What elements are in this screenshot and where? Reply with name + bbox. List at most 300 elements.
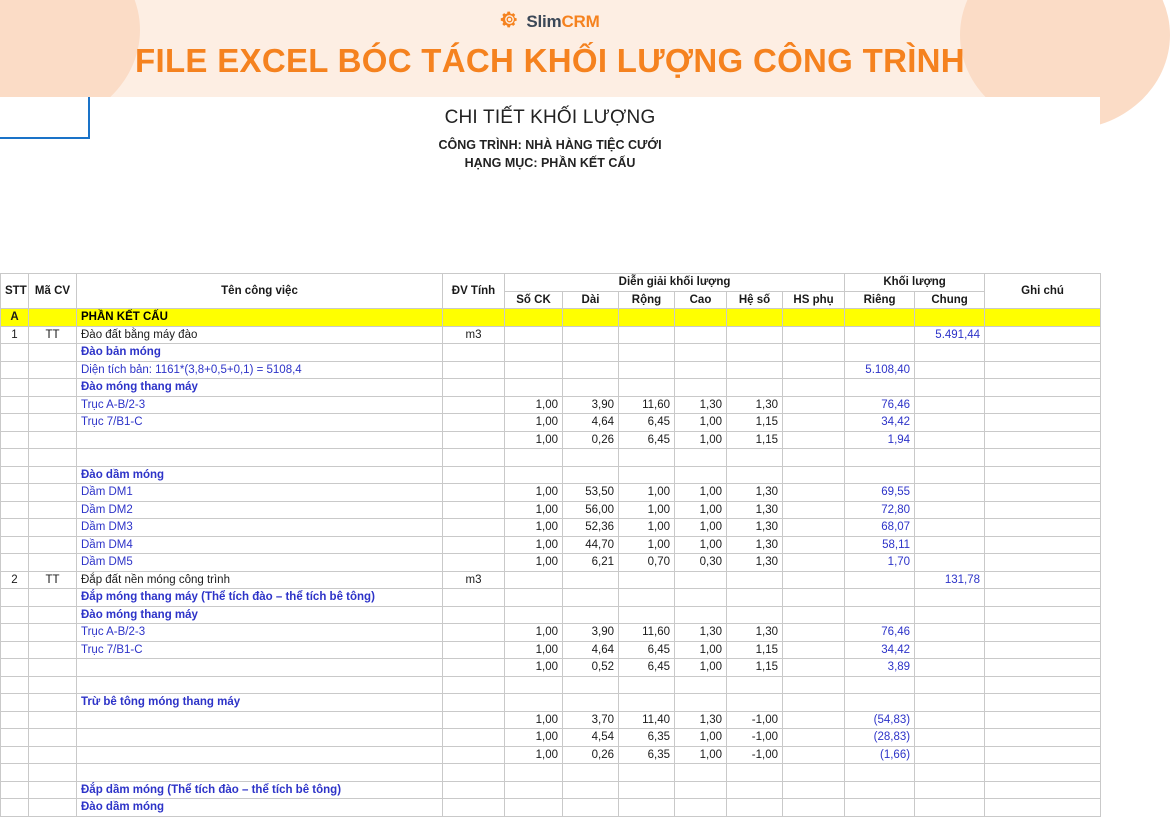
cell-chung[interactable]	[915, 501, 985, 519]
cell-cao[interactable]: 1,00	[675, 641, 727, 659]
cell-ten-cong-viec[interactable]: Dầm DM5	[77, 554, 443, 572]
cell-ma-cv[interactable]	[29, 659, 77, 677]
table-row[interactable]	[1, 624, 1101, 642]
cell-dv-tinh[interactable]	[443, 589, 505, 607]
cell-ma-cv[interactable]	[29, 764, 77, 782]
cell-chung[interactable]	[915, 536, 985, 554]
cell-stt[interactable]	[1, 694, 29, 712]
cell-ten-cong-viec[interactable]: Đào móng thang máy	[77, 606, 443, 624]
cell-cao[interactable]: 1,00	[675, 659, 727, 677]
cell-so-ck[interactable]: 1,00	[505, 624, 563, 642]
table-row[interactable]	[1, 414, 1101, 432]
cell-rong[interactable]: 1,00	[619, 519, 675, 537]
cell-dv-tinh[interactable]	[443, 729, 505, 747]
cell-dv-tinh[interactable]	[443, 309, 505, 327]
cell-he-so[interactable]	[727, 466, 783, 484]
cell-ghi-chu[interactable]	[985, 606, 1101, 624]
cell-cao[interactable]: 1,30	[675, 711, 727, 729]
cell-dv-tinh[interactable]: m3	[443, 326, 505, 344]
cell-ten-cong-viec[interactable]: Đào đất bằng máy đào	[77, 326, 443, 344]
cell-he-so[interactable]	[727, 676, 783, 694]
cell-so-ck[interactable]: 1,00	[505, 396, 563, 414]
cell-dai[interactable]	[563, 589, 619, 607]
cell-dv-tinh[interactable]	[443, 624, 505, 642]
cell-ma-cv[interactable]	[29, 624, 77, 642]
cell-ghi-chu[interactable]	[985, 344, 1101, 362]
cell-dai[interactable]: 3,90	[563, 624, 619, 642]
cell-dv-tinh[interactable]	[443, 466, 505, 484]
cell-chung[interactable]	[915, 309, 985, 327]
cell-ma-cv[interactable]	[29, 711, 77, 729]
cell-stt[interactable]	[1, 379, 29, 397]
cell-dai[interactable]	[563, 361, 619, 379]
cell-chung[interactable]	[915, 466, 985, 484]
cell-ghi-chu[interactable]	[985, 449, 1101, 467]
cell-he-so[interactable]	[727, 799, 783, 817]
cell-stt[interactable]	[1, 799, 29, 817]
table-row[interactable]	[1, 781, 1101, 799]
cell-rong[interactable]: 6,35	[619, 729, 675, 747]
cell-hs-phu[interactable]	[783, 396, 845, 414]
cell-he-so[interactable]	[727, 589, 783, 607]
cell-so-ck[interactable]	[505, 449, 563, 467]
cell-rieng[interactable]: 5.108,40	[845, 361, 915, 379]
cell-dai[interactable]: 4,54	[563, 729, 619, 747]
cell-he-so[interactable]: 1,30	[727, 519, 783, 537]
cell-rong[interactable]: 1,00	[619, 484, 675, 502]
cell-he-so[interactable]	[727, 606, 783, 624]
cell-ma-cv[interactable]	[29, 344, 77, 362]
cell-hs-phu[interactable]	[783, 711, 845, 729]
cell-stt[interactable]: 2	[1, 571, 29, 589]
cell-chung[interactable]	[915, 694, 985, 712]
cell-hs-phu[interactable]	[783, 501, 845, 519]
cell-rong[interactable]	[619, 764, 675, 782]
cell-rieng[interactable]: 58,11	[845, 536, 915, 554]
cell-hs-phu[interactable]	[783, 746, 845, 764]
cell-ma-cv[interactable]	[29, 694, 77, 712]
cell-cao[interactable]: 1,00	[675, 431, 727, 449]
cell-ten-cong-viec[interactable]: Trục A-B/2-3	[77, 396, 443, 414]
cell-hs-phu[interactable]	[783, 344, 845, 362]
cell-ma-cv[interactable]	[29, 309, 77, 327]
cell-cao[interactable]: 1,00	[675, 536, 727, 554]
table-row[interactable]	[1, 764, 1101, 782]
cell-chung[interactable]	[915, 361, 985, 379]
cell-dv-tinh[interactable]	[443, 676, 505, 694]
cell-dv-tinh[interactable]	[443, 554, 505, 572]
cell-ghi-chu[interactable]	[985, 484, 1101, 502]
cell-ten-cong-viec[interactable]	[77, 729, 443, 747]
cell-chung[interactable]	[915, 449, 985, 467]
cell-ma-cv[interactable]	[29, 431, 77, 449]
cell-ten-cong-viec[interactable]: Dầm DM2	[77, 501, 443, 519]
cell-ma-cv[interactable]	[29, 746, 77, 764]
cell-chung[interactable]	[915, 746, 985, 764]
cell-ghi-chu[interactable]	[985, 676, 1101, 694]
cell-hs-phu[interactable]	[783, 589, 845, 607]
cell-ten-cong-viec[interactable]: Dầm DM1	[77, 484, 443, 502]
cell-he-so[interactable]: -1,00	[727, 711, 783, 729]
cell-dv-tinh[interactable]	[443, 396, 505, 414]
cell-ten-cong-viec[interactable]	[77, 711, 443, 729]
cell-ghi-chu[interactable]	[985, 764, 1101, 782]
cell-so-ck[interactable]	[505, 764, 563, 782]
cell-stt[interactable]	[1, 589, 29, 607]
cell-so-ck[interactable]: 1,00	[505, 659, 563, 677]
table-row[interactable]	[1, 711, 1101, 729]
cell-chung[interactable]	[915, 484, 985, 502]
cell-ten-cong-viec[interactable]	[77, 676, 443, 694]
cell-cao[interactable]: 1,00	[675, 519, 727, 537]
cell-so-ck[interactable]: 1,00	[505, 431, 563, 449]
cell-hs-phu[interactable]	[783, 729, 845, 747]
cell-so-ck[interactable]: 1,00	[505, 711, 563, 729]
cell-chung[interactable]: 5.491,44	[915, 326, 985, 344]
cell-rong[interactable]	[619, 344, 675, 362]
cell-rong[interactable]	[619, 676, 675, 694]
cell-he-so[interactable]: 1,15	[727, 414, 783, 432]
cell-chung[interactable]	[915, 414, 985, 432]
cell-cao[interactable]	[675, 309, 727, 327]
cell-ghi-chu[interactable]	[985, 781, 1101, 799]
cell-dai[interactable]	[563, 676, 619, 694]
table-row[interactable]	[1, 484, 1101, 502]
cell-dai[interactable]: 6,21	[563, 554, 619, 572]
cell-rieng[interactable]	[845, 606, 915, 624]
cell-he-so[interactable]	[727, 764, 783, 782]
cell-rong[interactable]: 11,60	[619, 396, 675, 414]
table-row[interactable]	[1, 799, 1101, 817]
cell-dai[interactable]	[563, 571, 619, 589]
cell-rieng[interactable]	[845, 449, 915, 467]
cell-chung[interactable]	[915, 431, 985, 449]
cell-rong[interactable]: 6,45	[619, 431, 675, 449]
cell-ghi-chu[interactable]	[985, 554, 1101, 572]
cell-ghi-chu[interactable]	[985, 466, 1101, 484]
cell-rieng[interactable]	[845, 571, 915, 589]
cell-cao[interactable]: 0,30	[675, 554, 727, 572]
cell-ma-cv[interactable]	[29, 676, 77, 694]
cell-dv-tinh[interactable]	[443, 344, 505, 362]
cell-chung[interactable]	[915, 641, 985, 659]
cell-ghi-chu[interactable]	[985, 501, 1101, 519]
cell-rieng[interactable]	[845, 344, 915, 362]
cell-ten-cong-viec[interactable]	[77, 746, 443, 764]
cell-cao[interactable]: 1,30	[675, 396, 727, 414]
cell-dv-tinh[interactable]	[443, 641, 505, 659]
cell-he-so[interactable]: 1,30	[727, 536, 783, 554]
cell-hs-phu[interactable]	[783, 484, 845, 502]
cell-cao[interactable]	[675, 676, 727, 694]
cell-so-ck[interactable]	[505, 326, 563, 344]
cell-ten-cong-viec[interactable]	[77, 449, 443, 467]
cell-cao[interactable]: 1,00	[675, 414, 727, 432]
cell-ma-cv[interactable]	[29, 781, 77, 799]
cell-hs-phu[interactable]	[783, 554, 845, 572]
table-row[interactable]	[1, 466, 1101, 484]
cell-he-so[interactable]	[727, 571, 783, 589]
cell-ghi-chu[interactable]	[985, 396, 1101, 414]
cell-hs-phu[interactable]	[783, 519, 845, 537]
cell-ghi-chu[interactable]	[985, 519, 1101, 537]
cell-chung[interactable]	[915, 676, 985, 694]
cell-ten-cong-viec[interactable]	[77, 659, 443, 677]
cell-so-ck[interactable]: 1,00	[505, 746, 563, 764]
cell-so-ck[interactable]	[505, 466, 563, 484]
cell-so-ck[interactable]: 1,00	[505, 536, 563, 554]
table-row[interactable]	[1, 309, 1101, 327]
cell-ghi-chu[interactable]	[985, 659, 1101, 677]
cell-stt[interactable]	[1, 554, 29, 572]
table-row[interactable]	[1, 729, 1101, 747]
cell-he-so[interactable]: 1,15	[727, 641, 783, 659]
cell-dv-tinh[interactable]	[443, 536, 505, 554]
cell-dv-tinh[interactable]	[443, 781, 505, 799]
cell-rong[interactable]: 0,70	[619, 554, 675, 572]
cell-rieng[interactable]: 72,80	[845, 501, 915, 519]
cell-rieng[interactable]	[845, 326, 915, 344]
cell-stt[interactable]	[1, 466, 29, 484]
cell-cao[interactable]: 1,00	[675, 746, 727, 764]
cell-so-ck[interactable]: 1,00	[505, 554, 563, 572]
cell-dai[interactable]: 0,26	[563, 746, 619, 764]
cell-chung[interactable]	[915, 379, 985, 397]
cell-dv-tinh[interactable]	[443, 484, 505, 502]
cell-hs-phu[interactable]	[783, 659, 845, 677]
cell-he-so[interactable]	[727, 781, 783, 799]
cell-rong[interactable]	[619, 379, 675, 397]
cell-rong[interactable]: 6,35	[619, 746, 675, 764]
cell-he-so[interactable]: -1,00	[727, 729, 783, 747]
cell-hs-phu[interactable]	[783, 606, 845, 624]
cell-rieng[interactable]: 1,70	[845, 554, 915, 572]
cell-stt[interactable]	[1, 641, 29, 659]
table-row[interactable]	[1, 676, 1101, 694]
cell-cao[interactable]	[675, 344, 727, 362]
cell-ma-cv[interactable]	[29, 519, 77, 537]
table-row[interactable]	[1, 571, 1101, 589]
cell-chung[interactable]	[915, 554, 985, 572]
cell-rong[interactable]	[619, 799, 675, 817]
cell-ghi-chu[interactable]	[985, 536, 1101, 554]
cell-ten-cong-viec[interactable]: Dầm DM3	[77, 519, 443, 537]
cell-dv-tinh[interactable]	[443, 746, 505, 764]
cell-so-ck[interactable]: 1,00	[505, 414, 563, 432]
cell-rieng[interactable]: 68,07	[845, 519, 915, 537]
cell-dv-tinh[interactable]	[443, 431, 505, 449]
cell-ma-cv[interactable]	[29, 449, 77, 467]
cell-chung[interactable]	[915, 659, 985, 677]
cell-cao[interactable]: 1,00	[675, 729, 727, 747]
cell-so-ck[interactable]: 1,00	[505, 484, 563, 502]
cell-hs-phu[interactable]	[783, 764, 845, 782]
cell-ten-cong-viec[interactable]: Trừ bê tông móng thang máy	[77, 694, 443, 712]
cell-cao[interactable]	[675, 361, 727, 379]
cell-stt[interactable]	[1, 659, 29, 677]
cell-ma-cv[interactable]	[29, 414, 77, 432]
cell-hs-phu[interactable]	[783, 414, 845, 432]
cell-stt[interactable]	[1, 344, 29, 362]
cell-cao[interactable]	[675, 589, 727, 607]
cell-he-so[interactable]	[727, 326, 783, 344]
cell-dv-tinh[interactable]	[443, 711, 505, 729]
cell-ma-cv[interactable]: TT	[29, 326, 77, 344]
cell-ma-cv[interactable]	[29, 641, 77, 659]
cell-ten-cong-viec[interactable]: Đắp móng thang máy (Thể tích đào – thể tích bê tông)	[77, 589, 443, 607]
cell-he-so[interactable]	[727, 344, 783, 362]
cell-so-ck[interactable]	[505, 309, 563, 327]
cell-rong[interactable]: 1,00	[619, 501, 675, 519]
cell-chung[interactable]: 131,78	[915, 571, 985, 589]
cell-rong[interactable]	[619, 571, 675, 589]
cell-hs-phu[interactable]	[783, 326, 845, 344]
cell-rieng[interactable]: 76,46	[845, 396, 915, 414]
cell-he-so[interactable]	[727, 694, 783, 712]
cell-chung[interactable]	[915, 729, 985, 747]
cell-rong[interactable]: 1,00	[619, 536, 675, 554]
cell-hs-phu[interactable]	[783, 449, 845, 467]
cell-dai[interactable]	[563, 449, 619, 467]
cell-ghi-chu[interactable]	[985, 624, 1101, 642]
cell-rong[interactable]	[619, 694, 675, 712]
cell-stt[interactable]	[1, 431, 29, 449]
cell-ghi-chu[interactable]	[985, 379, 1101, 397]
cell-he-so[interactable]	[727, 309, 783, 327]
cell-ma-cv[interactable]	[29, 554, 77, 572]
cell-ten-cong-viec[interactable]: Diện tích bản: 1161*(3,8+0,5+0,1) = 5108,4	[77, 361, 443, 379]
cell-chung[interactable]	[915, 519, 985, 537]
cell-rieng[interactable]: 69,55	[845, 484, 915, 502]
cell-dai[interactable]	[563, 309, 619, 327]
cell-ghi-chu[interactable]	[985, 326, 1101, 344]
cell-ma-cv[interactable]	[29, 396, 77, 414]
cell-ma-cv[interactable]	[29, 606, 77, 624]
cell-dai[interactable]	[563, 694, 619, 712]
cell-stt[interactable]	[1, 606, 29, 624]
cell-rieng[interactable]: 34,42	[845, 641, 915, 659]
cell-cao[interactable]	[675, 799, 727, 817]
cell-rieng[interactable]	[845, 799, 915, 817]
cell-chung[interactable]	[915, 764, 985, 782]
cell-stt[interactable]	[1, 711, 29, 729]
cell-ma-cv[interactable]	[29, 361, 77, 379]
cell-ghi-chu[interactable]	[985, 361, 1101, 379]
table-row[interactable]	[1, 589, 1101, 607]
table-row[interactable]	[1, 641, 1101, 659]
cell-so-ck[interactable]: 1,00	[505, 501, 563, 519]
cell-stt[interactable]: 1	[1, 326, 29, 344]
cell-rong[interactable]	[619, 449, 675, 467]
cell-chung[interactable]	[915, 711, 985, 729]
cell-cao[interactable]	[675, 326, 727, 344]
cell-so-ck[interactable]	[505, 676, 563, 694]
cell-rieng[interactable]: (1,66)	[845, 746, 915, 764]
cell-hs-phu[interactable]	[783, 676, 845, 694]
table-row[interactable]	[1, 361, 1101, 379]
cell-dai[interactable]	[563, 326, 619, 344]
cell-stt[interactable]	[1, 361, 29, 379]
cell-so-ck[interactable]	[505, 589, 563, 607]
cell-dai[interactable]: 3,70	[563, 711, 619, 729]
cell-hs-phu[interactable]	[783, 624, 845, 642]
cell-cao[interactable]: 1,30	[675, 624, 727, 642]
cell-so-ck[interactable]	[505, 694, 563, 712]
cell-dai[interactable]: 0,52	[563, 659, 619, 677]
cell-ma-cv[interactable]: TT	[29, 571, 77, 589]
cell-dai[interactable]	[563, 799, 619, 817]
cell-ma-cv[interactable]	[29, 501, 77, 519]
cell-cao[interactable]	[675, 379, 727, 397]
cell-ma-cv[interactable]	[29, 466, 77, 484]
cell-so-ck[interactable]	[505, 781, 563, 799]
cell-stt[interactable]	[1, 449, 29, 467]
table-row[interactable]	[1, 536, 1101, 554]
cell-rieng[interactable]: 1,94	[845, 431, 915, 449]
cell-he-so[interactable]: 1,15	[727, 431, 783, 449]
cell-rieng[interactable]	[845, 466, 915, 484]
cell-dai[interactable]: 0,26	[563, 431, 619, 449]
cell-ghi-chu[interactable]	[985, 799, 1101, 817]
cell-cao[interactable]	[675, 764, 727, 782]
cell-dai[interactable]: 4,64	[563, 641, 619, 659]
cell-stt[interactable]	[1, 519, 29, 537]
cell-hs-phu[interactable]	[783, 694, 845, 712]
cell-chung[interactable]	[915, 589, 985, 607]
cell-so-ck[interactable]	[505, 361, 563, 379]
cell-dv-tinh[interactable]	[443, 659, 505, 677]
cell-stt[interactable]	[1, 746, 29, 764]
cell-rieng[interactable]	[845, 694, 915, 712]
cell-dai[interactable]	[563, 781, 619, 799]
cell-he-so[interactable]: 1,30	[727, 501, 783, 519]
cell-he-so[interactable]: 1,30	[727, 554, 783, 572]
cell-rieng[interactable]	[845, 379, 915, 397]
cell-ghi-chu[interactable]	[985, 431, 1101, 449]
table-row[interactable]	[1, 344, 1101, 362]
cell-he-so[interactable]	[727, 361, 783, 379]
table-row[interactable]	[1, 431, 1101, 449]
cell-ten-cong-viec[interactable]: Đắp đất nền móng công trình	[77, 571, 443, 589]
cell-so-ck[interactable]	[505, 606, 563, 624]
cell-chung[interactable]	[915, 624, 985, 642]
cell-ma-cv[interactable]	[29, 799, 77, 817]
cell-hs-phu[interactable]	[783, 571, 845, 589]
cell-stt[interactable]	[1, 501, 29, 519]
cell-ten-cong-viec[interactable]: Đào móng thang máy	[77, 379, 443, 397]
cell-he-so[interactable]: 1,30	[727, 396, 783, 414]
cell-so-ck[interactable]	[505, 379, 563, 397]
cell-chung[interactable]	[915, 799, 985, 817]
cell-ma-cv[interactable]	[29, 536, 77, 554]
cell-chung[interactable]	[915, 344, 985, 362]
cell-ten-cong-viec[interactable]: PHẦN KẾT CẤU	[77, 309, 443, 327]
cell-dv-tinh[interactable]	[443, 519, 505, 537]
cell-hs-phu[interactable]	[783, 361, 845, 379]
cell-stt[interactable]	[1, 484, 29, 502]
cell-ma-cv[interactable]	[29, 589, 77, 607]
cell-hs-phu[interactable]	[783, 536, 845, 554]
cell-rong[interactable]	[619, 589, 675, 607]
cell-stt[interactable]	[1, 676, 29, 694]
cell-stt[interactable]: A	[1, 309, 29, 327]
cell-dai[interactable]: 4,64	[563, 414, 619, 432]
cell-ten-cong-viec[interactable]: Trục 7/B1-C	[77, 641, 443, 659]
table-row[interactable]	[1, 606, 1101, 624]
cell-he-so[interactable]	[727, 449, 783, 467]
table-row[interactable]	[1, 501, 1101, 519]
cell-rong[interactable]: 11,60	[619, 624, 675, 642]
